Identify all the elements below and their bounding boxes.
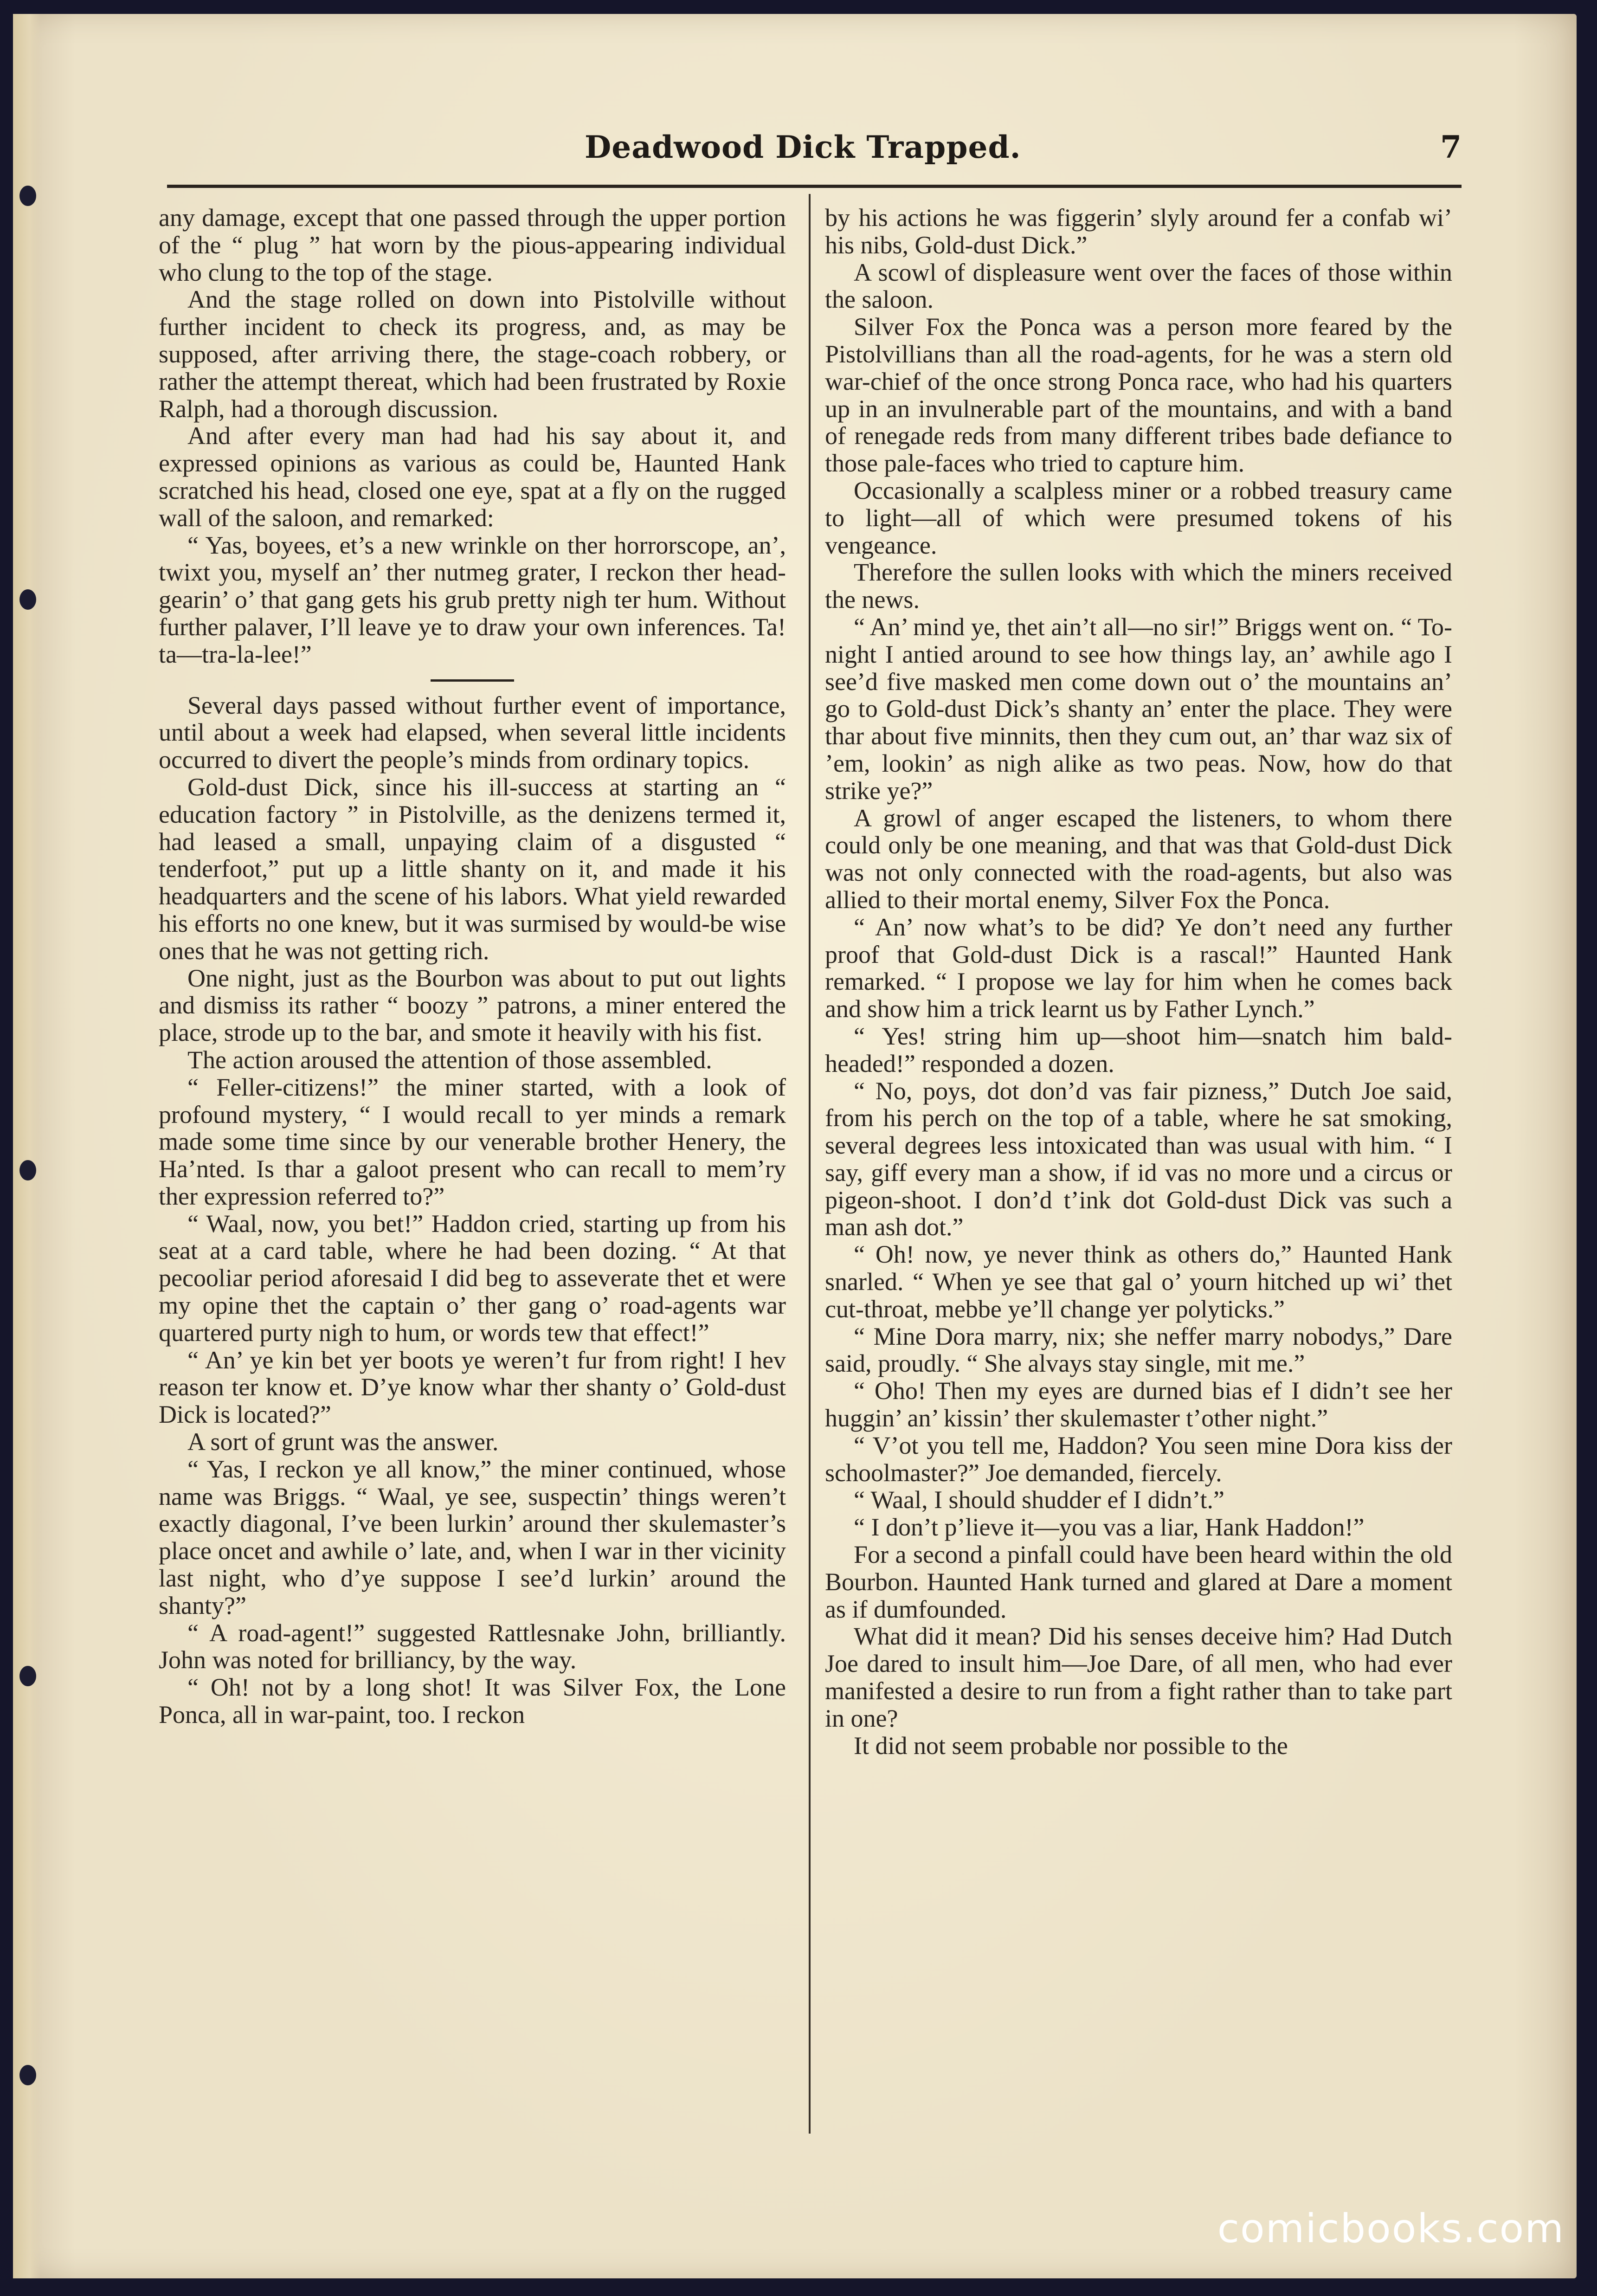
column-divider (809, 194, 811, 2134)
page-binding-edge (13, 14, 41, 2278)
binding-hole (19, 1666, 36, 1686)
paragraph: “ An’ mind ye, thet ain’t all—no sir!” Briggs went on. “ To-night I antied around to see how things lay, an’ awhile ago I see’d five masked men come down out o’ the mountains an’ go to Gold-dust Dick’s shanty an’ enter the place. They were thar about five minnits, then they cum out, an’ thar waz six of ’em, lookin’ as nigh alike as two peas. Now, how do that strike ye?” (825, 613, 1452, 805)
paragraph: A sort of grunt was the answer. (187, 1428, 499, 1456)
paragraph: One night, just as the Bourbon was about to put out lights and dismiss its rather “ boozy ” patrons, a miner entered the place, strode up to the bar, and smote it heavily with his fist. (159, 964, 786, 1047)
page-number: 7 (1440, 129, 1462, 165)
paragraph: “ Waal, now, you bet!” Haddon cried, starting up from his seat at a card table, where he had been dozing. “ At that pecooliar period aforesaid I did beg to asseverate thet et were my opine thet the captain o’ ther gang o’ road-agents war quartered purty nigh to hum, or words tew that effect!” (159, 1209, 786, 1347)
page-header (167, 129, 1462, 166)
paragraph: Occasionally a scalpless miner or a robbed treasury came to light—all of which were presumed tokens of his vengeance. (825, 476, 1452, 559)
paragraph: A growl of anger escaped the listeners, to whom there could only be one meaning, and that was that Gold-dust Dick was not only connected with the road-agents, but also was allied to their mortal enemy, Silver Fox the Ponca. (825, 804, 1452, 914)
binding-hole (19, 186, 36, 206)
paragraph: The action aroused the attention of those assembled. (187, 1045, 712, 1074)
section-break-rule (431, 679, 514, 682)
paragraph: “ I don’t p’lieve it—you vas a liar, Hank Haddon!” (854, 1513, 1365, 1541)
running-title: Deadwood Dick Trapped. (585, 129, 1021, 165)
paragraph: Therefore the sullen looks with which the miners received the news. (825, 558, 1452, 614)
paragraph: “ Mine Dora marry, nix; she neffer marry nobodys,” Dare said, proudly. “ She alvays stay single, mit me.” (825, 1322, 1452, 1378)
paragraph: “ An’ now what’s to be did? Ye don’t need any further proof that Gold-dust Dick is a rascal!” Haunted Hank remarked. “ I propose we lay for him when he comes back and show him a trick learnt us by Father Lynch.” (825, 913, 1452, 1023)
paragraph: Silver Fox the Ponca was a person more feared by the Pistolvillians than all the road-agents, for he was a stern old war-chief of the once strong Ponca race, who had his quarters up in an invulnerable part of the mountains, and with a band of renegade reds from many different tribes bade defiance to those pale-faces who tried to capture him. (825, 313, 1452, 477)
paragraph: “ No, poys, dot don’d vas fair pizness,” Dutch Joe said, from his perch on the top of a table, where he sat smoking, several degrees less intoxicated than was usual with him. “ I say, giff every man a show, if id vas no more und a circus or pigeon-shoot. I don’d t’ink dot Gold-dust Dick vas such a man ash dot.” (825, 1077, 1452, 1241)
paragraph: “ A road-agent!” suggested Rattlesnake John, brilliantly. John was noted for brilliancy, by the way. (159, 1619, 786, 1674)
paragraph: “ Oho! Then my eyes are durned bias ef I didn’t see her huggin’ an’ kissin’ ther skulemaster t’other night.” (825, 1377, 1452, 1432)
header-rule (167, 185, 1462, 188)
left-text-column (159, 204, 786, 2153)
paragraph: And after every man had had his say about it, and expressed opinions as various as could be, Haunted Hank scratched his head, closed one eye, spat at a fly on the rugged wall of the saloon, and remarked: (159, 422, 786, 532)
paragraph: “ Waal, I should shudder ef I didn’t.” (854, 1486, 1224, 1514)
paragraph: “ V’ot you tell me, Haddon? You seen mine Dora kiss der schoolmaster?” Joe demanded, fiercely. (825, 1431, 1452, 1487)
paragraph: “ Oh! now, ye never think as others do,” Haunted Hank snarled. “ When ye see that gal o’ yourn hitched up wi’ thet cut-throat, mebbe ye’ll change yer polyticks.” (825, 1240, 1452, 1323)
paragraph: “ Yes! string him up—shoot him—snatch him bald-headed!” responded a dozen. (825, 1022, 1452, 1077)
right-text-column (825, 204, 1452, 2153)
paragraph: Gold-dust Dick, since his ill-success at starting an “ education factory ” in Pistolville, as the denizens termed it, had leased a small, unpaying claim of a disgusted “ tenderfoot,” put up a little shanty on it, and made it his headquarters and the scene of his labors. What yield rewarded his efforts no one knew, but it was surmised by would-be wise ones that he was not getting rich. (159, 773, 786, 965)
paragraph: by his actions he was figgerin’ slyly around fer a confab wi’ his nibs, Gold-dust Dick.” (825, 204, 1452, 259)
paragraph: “ Yas, I reckon ye all know,” the miner continued, whose name was Briggs. “ Waal, ye see, suspectin’ things weren’t exactly diagonal, I’ve been lurkin’ around ther skulemaster’s place oncet and awhile o’ late, and, when I war in ther vicinity last night, who d’ye suppose I see’d lurkin’ around the shanty?” (159, 1455, 786, 1619)
paragraph: any damage, except that one passed through the upper portion of the “ plug ” hat worn by the pious-appearing individual who clung to the top of the stage. (159, 204, 786, 286)
paragraph: Several days passed without further event of importance, until about a week had elapsed, when several little incidents occurred to divert the people’s minds from ordinary topics. (159, 691, 786, 774)
paragraph: It did not seem probable nor possible to the (854, 1731, 1288, 1760)
paragraph: For a second a pinfall could have been heard within the old Bourbon. Haunted Hank turned and glared at Dare a moment as if dumfounded. (825, 1541, 1452, 1623)
paragraph: “ Yas, boyees, et’s a new wrinkle on ther horrorscope, an’, twixt you, myself an’ ther nutmeg grater, I reckon ther head-gearin’ o’ that gang gets his grub pretty nigh ter hum. Without further palaver, I’ll leave ye to draw your own inferences. Ta! ta—tra-la-lee!” (159, 531, 786, 668)
paragraph: “ An’ ye kin bet yer boots ye weren’t fur from right! I hev reason ter know et. D’ye know whar ther shanty o’ Gold-dust Dick is located?” (159, 1346, 786, 1429)
binding-hole (19, 2065, 36, 2085)
watermark-text: comicbooks.com (1217, 2206, 1565, 2252)
binding-hole (19, 1160, 36, 1180)
paragraph: A scowl of displeasure went over the faces of those within the saloon. (825, 258, 1452, 314)
paragraph: “ Oh! not by a long shot! It was Silver Fox, the Lone Ponca, all in war-paint, too. I reckon (159, 1673, 786, 1729)
paragraph: What did it mean? Did his senses deceive him? Had Dutch Joe dared to insult him—Joe Dare, of all men, who had ever manifested a desire to run from a fight rather than to take part in one? (825, 1622, 1452, 1732)
binding-hole (19, 589, 36, 610)
paragraph: “ Feller-citizens!” the miner started, with a look of profound mystery, “ I would recall to yer minds a remark made some time since by our venerable brother Henery, the Ha’nted. Is thar a galoot present who can recall to mem’ry ther expression referred to?” (159, 1073, 786, 1210)
paragraph: And the stage rolled on down into Pistolville without further incident to check its progress, and, as may be supposed, after arriving there, the stage-coach robbery, or rather the attempt thereat, which had been frustrated by Roxie Ralph, had a thorough discussion. (159, 285, 786, 423)
